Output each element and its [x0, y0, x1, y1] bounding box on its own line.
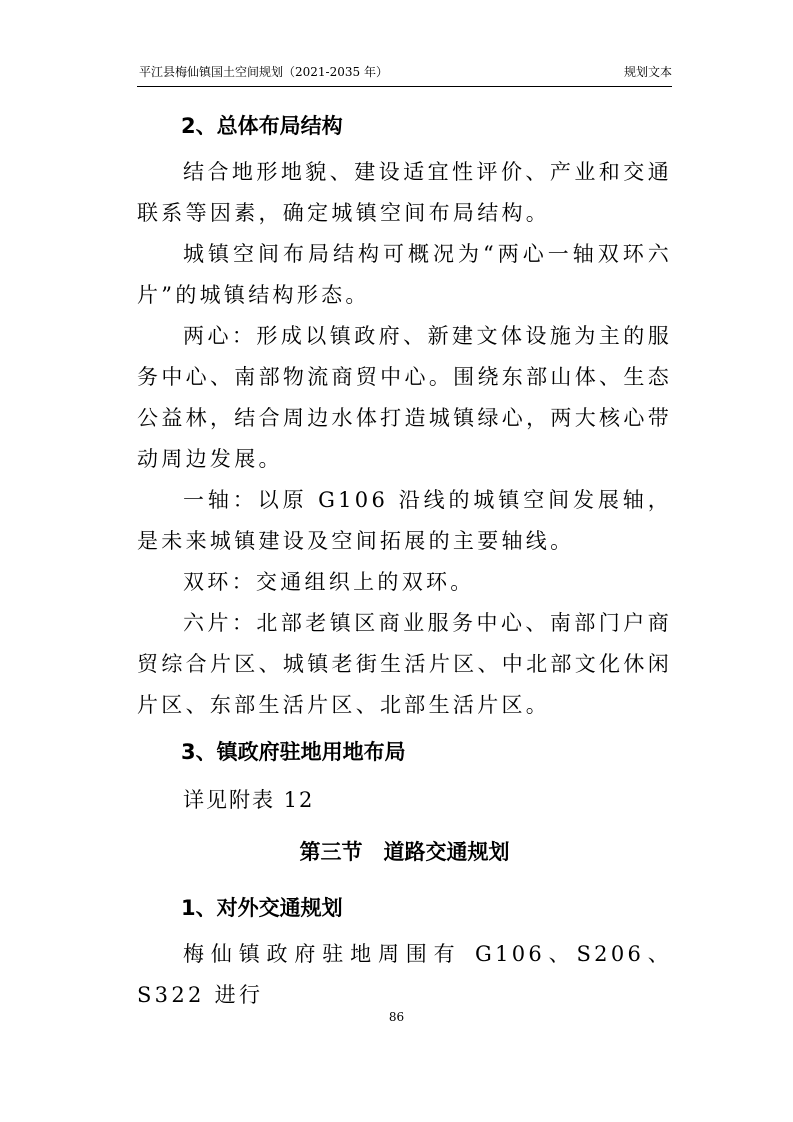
document-body	[137, 100, 672, 1016]
paragraph: 一轴：以原 G106 沿线的城镇空间发展轴，是未来城镇建设及空间拓展的主要轴线。	[137, 488, 672, 553]
section-title: 第三节 道路交通规划	[299, 840, 510, 864]
header-title: 平江县梅仙镇国土空间规划（2021-2035 年）	[139, 65, 388, 79]
page-header	[137, 62, 672, 87]
paragraph: 结合地形地貌、建设适宜性评价、产业和交通联系等因素，确定城镇空间布局结构。	[137, 160, 672, 225]
heading-land-use-layout: 3、镇政府驻地用地布局	[181, 740, 406, 764]
page-number: 86	[388, 1010, 405, 1024]
paragraph: 详见附表 12	[183, 788, 315, 812]
header-doc-type: 规划文本	[623, 65, 672, 79]
paragraph: 双环：交通组织上的双环。	[183, 570, 475, 594]
paragraph: 两心：形成以镇政府、新建文体设施为主的服务中心、南部物流商贸中心。围绕东部山体、生态公益林，结合周边水体打造城镇绿心，两大核心带动周边发展。	[137, 324, 672, 471]
heading-layout-structure: 2、总体布局结构	[181, 114, 343, 138]
paragraph: 梅仙镇政府驻地周围有 G106、S206、S322 进行	[137, 942, 672, 1007]
paragraph: 城镇空间布局结构可概况为“两心一轴双环六片”的城镇结构形态。	[137, 242, 672, 307]
paragraph: 六片：北部老镇区商业服务中心、南部门户商贸综合片区、城镇老街生活片区、中北部文化休闲片区、东部生活片区、北部生活片区。	[137, 611, 672, 717]
heading-external-traffic: 1、对外交通规划	[181, 896, 343, 920]
